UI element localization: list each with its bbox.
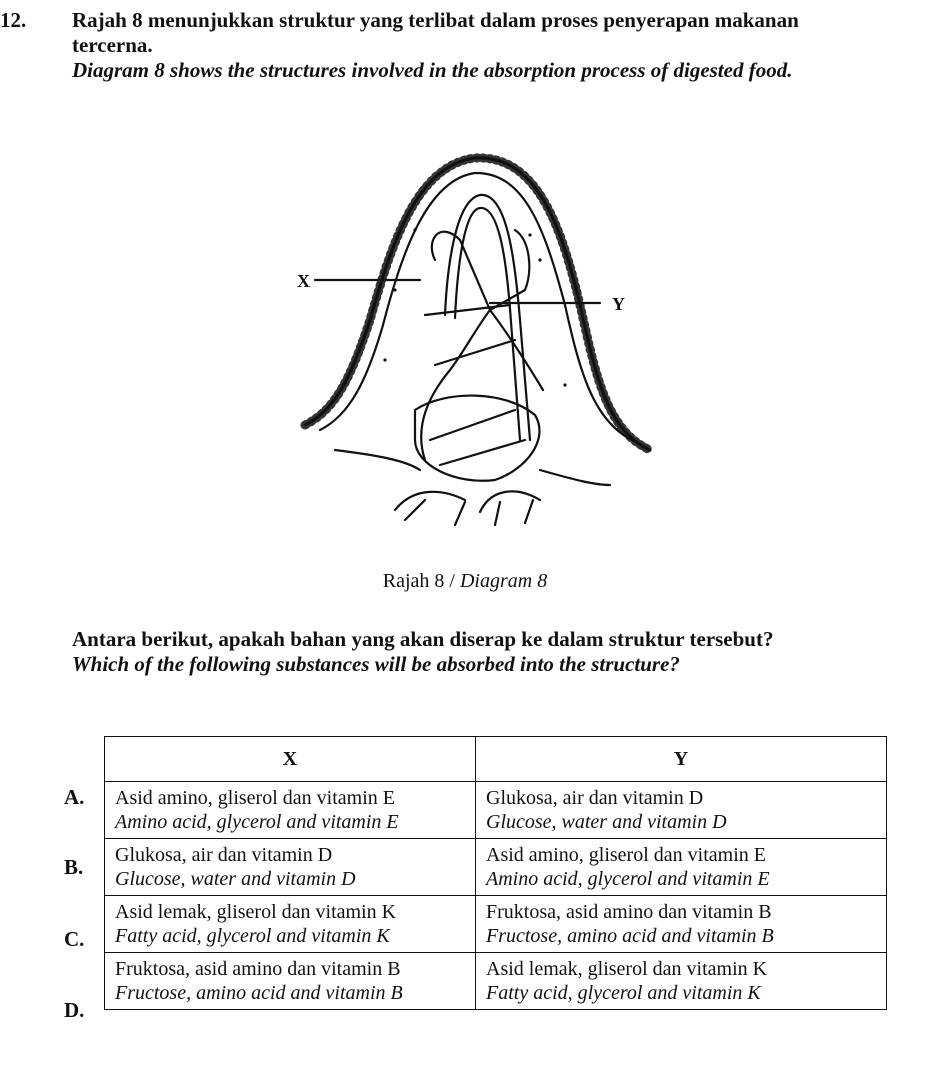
prompt-english: Which of the following substances will be absorbed into the structure? [72, 652, 680, 676]
option-a-x: Asid amino, gliserol dan vitamin E Amino acid, glycerol and vitamin E [105, 782, 476, 839]
capillary-cross-2 [435, 340, 515, 365]
capillary-loop-left [421, 232, 490, 460]
option-a-y: Glukosa, air dan vitamin D Glucose, water and vitamin D [476, 782, 887, 839]
header-y: Y [476, 737, 887, 782]
capillary-cross-1 [425, 305, 510, 315]
stem-malay: Rajah 8 menunjukkan struktur yang terlibat dalam proses penyerapan makanan tercerna. [72, 8, 799, 57]
capillary-mesh-line-1 [430, 410, 515, 440]
question-stem [72, 8, 852, 83]
caption-malay: Rajah 8 / [382, 570, 460, 592]
option-c-y: Fruktosa, asid amino dan vitamin B Fructose, amino acid and vitamin B [476, 896, 887, 953]
diagram-label-y: Y [612, 294, 625, 314]
table-row[interactable] [105, 839, 887, 896]
question-number: 12. [0, 8, 27, 32]
capillary-loop-right [490, 230, 543, 390]
venule-roots [405, 500, 533, 525]
option-c-letter[interactable]: C. [64, 927, 85, 951]
table-row[interactable] [105, 896, 887, 953]
option-d-x: Fruktosa, asid amino dan vitamin B Fructose, amino acid and vitamin B [105, 953, 476, 1010]
header-x: X [105, 737, 476, 782]
caption-english: Diagram 8 [459, 570, 548, 592]
prompt-malay: Antara berikut, apakah bahan yang akan diserap ke dalam struktur tersebut? [72, 627, 774, 651]
diagram-caption [0, 570, 930, 593]
options-table [104, 736, 887, 1010]
table-header-row [105, 737, 887, 782]
villus-diagram [275, 140, 675, 540]
option-d-letter[interactable]: D. [64, 998, 85, 1022]
base-line-right [540, 470, 610, 485]
option-a-letter[interactable]: A. [64, 785, 85, 809]
question-prompt [72, 627, 872, 677]
capillary-mesh-line-2 [440, 440, 525, 465]
option-d-y: Asid lemak, gliserol dan vitamin K Fatty acid, glycerol and vitamin K [476, 953, 887, 1010]
table-row[interactable] [105, 953, 887, 1010]
villus-inner-wall [320, 173, 637, 442]
diagram-label-x: X [297, 271, 310, 291]
option-c-x: Asid lemak, gliserol dan vitamin K Fatty acid, glycerol and vitamin K [105, 896, 476, 953]
base-line-left [335, 450, 420, 470]
option-b-x: Glukosa, air dan vitamin D Glucose, water and vitamin D [105, 839, 476, 896]
option-b-letter[interactable]: B. [64, 855, 84, 879]
stem-english: Diagram 8 shows the structures involved in the absorption process of digested food. [72, 58, 793, 82]
table-row[interactable] [105, 782, 887, 839]
option-b-y: Asid amino, gliserol dan vitamin E Amino acid, glycerol and vitamin E [476, 839, 887, 896]
